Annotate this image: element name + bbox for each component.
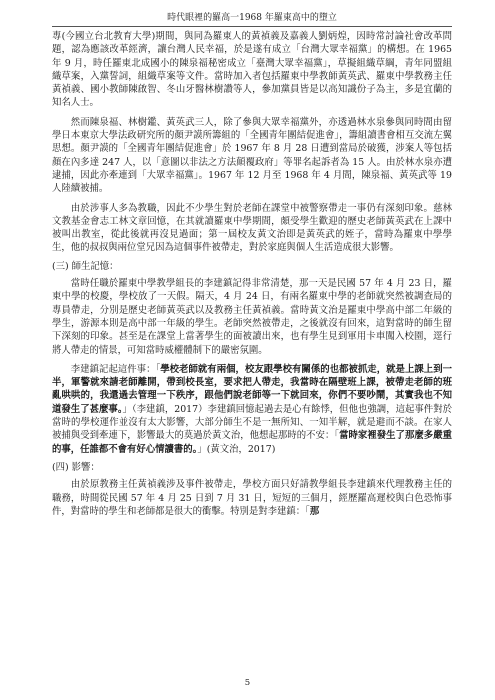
paragraph-student-memories: [52, 202, 452, 255]
quote-emphasis: 當時家裡發生了那麼多嚴重的事，任誰都不會有好心情讀書的。: [52, 430, 452, 455]
text-run: 專(今國立台北教育大學)期間，與同為羅東人的黃禎義及嘉義人劉炳煌，因時常討論社會改革問題，認為應該改革經濟，讓台灣人民幸福，於是遂有成立「台灣大眾幸福黨」的構想。在 1965 年 9 月，時任羅東北成國小的陳泉福秘密成立「臺灣大眾幸福黨」，草擬組織草綱，青年同盟組織草案，入黨誓詞，組織草案等文件。當時加入者包括羅東中學教師黃英武、羅東中學教務主任黃禎義、國小教師陳啟智、冬山牙醫林樹讚等人，參加黨員皆是以高知識份子為主，多是宜蘭的知名人士。: [52, 31, 452, 109]
quote-emphasis: 那: [309, 505, 320, 517]
paragraph-school-anniversary: [52, 277, 452, 357]
section-heading-impact: (四) 影響：: [52, 461, 100, 473]
text-run: 」(黃文治，2017): [197, 443, 276, 455]
text-run: 」（李建鎮，2017）李建鎮回憶起過去是心有餘悸，但他也強調，這起事件對於當時的學校運作並沒有太大影響，大部分師生不是一無所知、一知半解，就是避而不談。在家人被捕與受到牽連下，影響最大的莫過於黃文治，他想起那時的不安：「: [52, 403, 452, 442]
document-page: [52, 12, 452, 518]
page-number: 5: [244, 678, 251, 688]
paragraph-party-founding: [52, 30, 452, 110]
text-run: 然而陳泉福、林樹鑑、黃英武三人，除了參與大眾幸福黨外，亦透過林水泉參與同時間由留學日本東京大學法政研究所的顏尹謨所籌組的「全國青年團結促進會」，籌組讀書會相互交流左翼思想。顏尹謨的「全國青年團結促進會」於 1967 年 8 月 28 日遭到當局於破獲，涉案人等包括顏在內多達 247 人，以「意圖以非法之方法顛覆政府」等罪名起訴者為 15 人。由於林水泉亦遭逮捕，因此亦牽連到「大眾幸福黨」。1967 年 12 月至 1968 年 4 月間，陳泉福、黃英武等 19 人陸續被捕。: [52, 116, 452, 195]
section-heading-memories: (三) 師生記憶：: [52, 260, 119, 272]
paragraph-impact: [52, 478, 452, 518]
running-header: 時代眼裡的羅高一1968 年羅東高中的墮立: [52, 12, 452, 27]
text-run: 由於原教務主任黃禎義涉及事件被帶走，學校方面只好請教學組長李建鎮來代理教務主任的職務，時間從民國 57 年 4 月 25 日到 7 月 31 日，短短的三個月，經歷羅高遲校與白色恐怖事件，對當時的學生和老師都是很大的衝擊。特別是對李建鎮：「: [52, 479, 452, 517]
text-run: 李建鎮記起這件事：「: [70, 363, 161, 375]
quote-emphasis: 學校老師就有兩個，校友跟學校有關係的也都被抓走，就是上課上到一半，軍警就來請老師離開，帶到校長室，要求把人帶走，我當時在隔壁班上課，被帶走老師的班亂哄哄的，我還過去管理一下秩序，跟他們說老師等一下就回來，你們不要吵鬧，其實我也不知道發生了甚麼事。: [52, 363, 452, 415]
text-run: 由於涉事人多為教職，因此不少學生對於老師在課堂中被警察帶走一事仍有深刻印象。慈林文教基金會志工林文章回憶，在其就讀羅東中學期間，頗受學生歡迎的歷史老師黃英武在上課中被叫出教室，從此後就再沒見過面；第一屆校友黃文治即是黃英武的姪子，當時為羅東中學學生，他的叔叔與兩位堂兄因為這個事件被帶走，對於家庭與個人生活造成很大影響。: [52, 202, 452, 254]
paragraph-arrests: [52, 116, 452, 196]
text-run: 當時任職於羅東中學教學組長的李建鎮記得非常清楚，那一天是民國 57 年 4 月 23 日，羅東中學的校慶，學校放了一天假。隔天，4 月 24 日，有兩名羅東中學的老師就突然被調查局的專員帶走，分別是歷史老師黃英武以及教務主任黃禎義。當時黃文治是羅東中學高中部二年級的學生，游源本則是高中部一年級的學生。老師突然被帶走，之後就沒有回來，這對當時的師生留下深刻的印象。甚至是在課堂上當著學生的面被讀出來，也有學生見到軍用卡車闖入校園，逕行將人帶走的情景，可知當時威權體制下的嚴密氛圍。: [52, 278, 452, 356]
paragraph-quotes: [52, 363, 452, 456]
